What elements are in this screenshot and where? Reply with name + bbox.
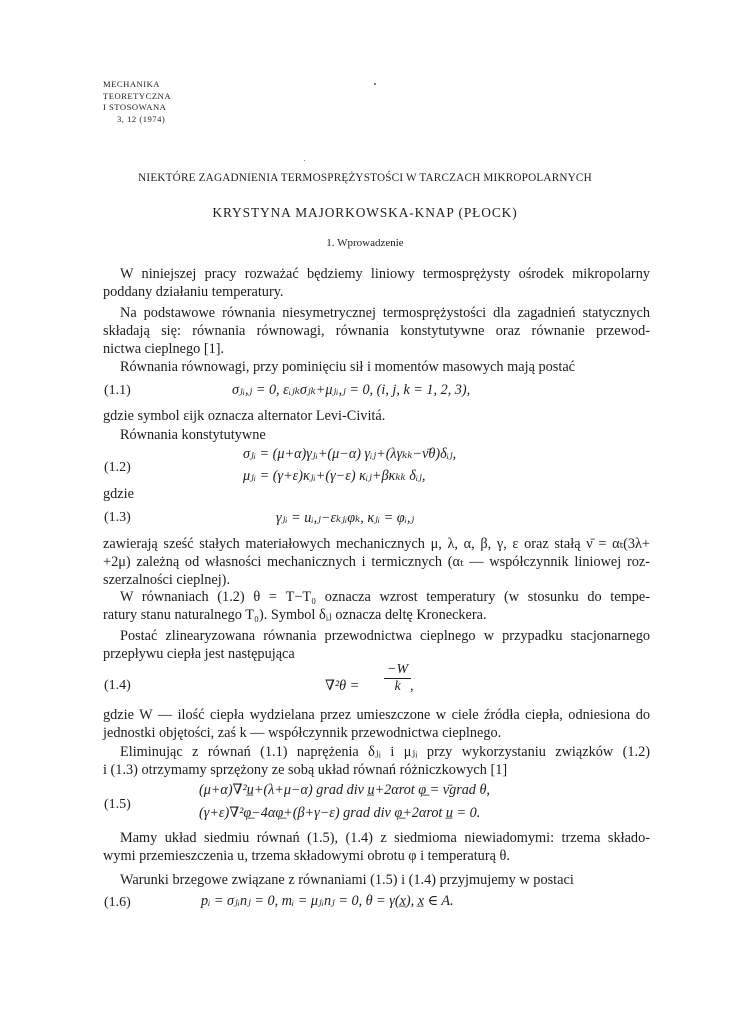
paragraph-9	[103, 627, 650, 663]
paragraph-11	[103, 743, 650, 779]
text-line: Mamy układ siedmiu równań (1.5), (1.4) z siedmioma niewiadomymi: trzema składo-	[120, 830, 650, 846]
text-line: gdzie W — ilość ciepła wydzielana przez umieszczone w ciele źródła ciepła, odniesiona do	[103, 707, 650, 723]
text-line: wymi przemieszczenia u, trzema składowymi obrotu φ i temperaturą θ.	[103, 848, 510, 865]
equation-1-4-fraction	[384, 662, 411, 695]
equation-1-4-lhs: ∇²θ =	[325, 678, 360, 694]
text-line: Postać zlinearyzowana równania przewodnictwa cieplnego w przypadku stacjonarnego	[120, 628, 650, 644]
equation-number: (1.2)	[104, 460, 131, 475]
paragraph-12	[103, 829, 650, 865]
equation-1-1: σⱼᵢ,ⱼ = 0, εᵢⱼₖσⱼₖ+μⱼᵢ,ⱼ = 0, (i, j, k = 1, 2, 3),	[232, 382, 471, 398]
fraction-denominator: k	[394, 679, 401, 694]
equation-1-2-line2: μⱼᵢ = (γ+ε)κⱼᵢ+(γ−ε) κᵢⱼ+βκₖₖ δᵢⱼ,	[243, 468, 426, 484]
paragraph-1	[103, 265, 650, 301]
text-line: szerzalności cieplnej).	[103, 572, 231, 589]
equation-1-5-line2: (γ+ε)∇²φ̲−4αφ̲+(β+γ−ε) grad div φ̲+2αrot u̲ = 0.	[199, 805, 481, 821]
speck-mark	[304, 160, 305, 161]
section-heading: 1. Wprowadzenie	[326, 237, 404, 249]
journal-name-line3: I STOSOWANA	[103, 102, 167, 112]
equation-number: (1.6)	[104, 895, 131, 910]
paragraph-13	[103, 871, 650, 889]
journal-name-line1: MECHANIKA	[103, 79, 161, 89]
text-line: gdzie symbol εijk oznacza alternator Levi-Civitá.	[103, 408, 386, 424]
journal-volume: 3, 12 (1974)	[117, 113, 166, 124]
equation-number: (1.5)	[104, 797, 131, 812]
equation-1-5-line1: (μ+α)∇²u̲+(λ+μ−α) grad div u̲+2αrot φ̲ = ν̄grad θ,	[199, 782, 490, 798]
equation-number: (1.1)	[104, 383, 131, 398]
text-line: nictwa cieplnego [1].	[103, 341, 225, 358]
paper-title: NIEKTÓRE ZAGADNIENIA TERMOSPRĘŻYSTOŚCI W TARCZACH MIKROPOLARNYCH	[138, 172, 592, 184]
text-line: Warunki brzegowe związane z równaniami (1.5) i (1.4) przyjmujemy w postaci	[120, 872, 574, 888]
text-line: gdzie	[103, 486, 134, 502]
equation-1-2-line1: σⱼᵢ = (μ+α)γⱼᵢ+(μ−α) γᵢⱼ+(λγₖₖ−ν̄θ)δᵢⱼ,	[243, 446, 457, 462]
text-line: +2μ) zależną od własności mechanicznych i termicznych (αₜ — współczynnik liniowej roz-	[103, 554, 650, 571]
text-line: Równania równowagi, przy pominięciu sił i momentów masowych mają postać	[120, 359, 576, 375]
speck-mark	[374, 83, 376, 85]
paragraph-2	[103, 304, 650, 359]
journal-header	[103, 79, 171, 125]
text-line: Eliminując z równań (1.1) naprężenia δⱼᵢ i μⱼᵢ przy wykorzystaniu związków (1.2)	[120, 744, 650, 760]
text-line: zawierają sześć stałych materiałowych mechanicznych μ, λ, α, β, γ, ε oraz stałą ν̄ = αₜ(3λ+	[103, 536, 650, 552]
text-line: składają się: równania równowagi, równania konstytutywne oraz równanie przewod-	[103, 323, 650, 340]
fraction-numerator: −W	[384, 662, 411, 679]
text-line: jednostki objętości, zaś k — współczynnik przewodnictwa cieplnego.	[103, 725, 502, 742]
text-line: Równania konstytutywne	[120, 427, 266, 443]
text-line: poddany działaniu temperatury.	[103, 284, 284, 301]
text-line: przepływu ciepła jest następująca	[103, 646, 295, 663]
paragraph-6	[103, 485, 650, 503]
paragraph-8	[103, 588, 650, 624]
equation-number: (1.4)	[104, 678, 131, 693]
equation-number: (1.3)	[104, 510, 131, 525]
paragraph-10	[103, 706, 650, 742]
text-line: W równaniach (1.2) θ = T−T₀ oznacza wzrost temperatury (w stosunku do tempe-	[120, 589, 650, 605]
journal-name-line2: TEORETYCZNA	[103, 90, 172, 101]
paper-author: KRYSTYNA MAJORKOWSKA-KNAP (PŁOCK)	[212, 205, 518, 220]
paragraph-4	[103, 407, 650, 425]
equation-1-4-tail: ,	[410, 678, 414, 694]
text-line: W niniejszej pracy rozważać będziemy liniowy termosprężysty ośrodek mikropolarny	[120, 266, 650, 282]
equation-1-3: γⱼᵢ = uᵢ,ⱼ−εₖⱼᵢφₖ, κⱼᵢ = φᵢ,ⱼ	[276, 510, 415, 526]
paragraph-7	[103, 535, 650, 590]
text-line: i (1.3) otrzymamy sprzężony ze sobą układ równań różniczkowych [1]	[103, 762, 508, 779]
text-line: Na podstawowe równania niesymetrycznej termosprężystości dla zagadnień statycznych	[120, 305, 650, 321]
text-line: ratury stanu naturalnego T₀). Symbol δᵢⱼ oznacza deltę Kroneckera.	[103, 607, 487, 624]
equation-1-6: pᵢ = σⱼᵢnⱼ = 0, mᵢ = μⱼᵢnⱼ = 0, θ = γ(x̲), x̲ ∈ A.	[201, 893, 454, 909]
paragraph-3	[103, 358, 650, 376]
paragraph-5	[103, 426, 650, 444]
